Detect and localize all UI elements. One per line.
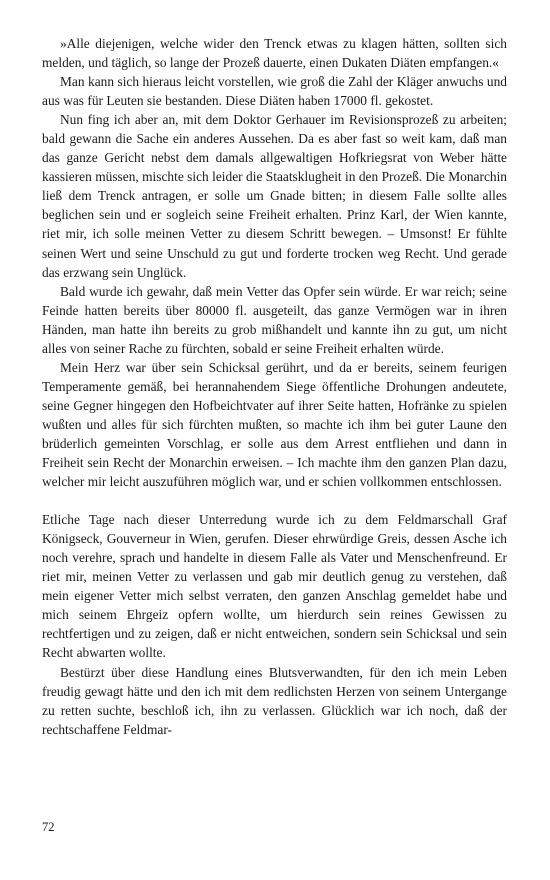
paragraph: Mein Herz war über sein Schicksal gerührt, und da er bereits, seinem feurigen Temperamente gemäß, bei herannahendem Siege öffentliche Drohungen andeutete, seine Gegner hingegen den Hofbeichtvater auf ihrer Seite hatten, Hofränke zu spielen wußten und alles für sich fürchten mußten, so machte ich ihm bei guter Laune den brüderlich gemeinten Vorschlag, er solle aus dem Arrest entfliehen und dann in Freiheit sein Recht der Monarchin erweisen. – Ich machte ihm den ganzen Plan dazu, welcher mir leicht auszuführen möglich war, und er schien vollkommen entschlossen. bbox=[42, 359, 507, 490]
paragraph: Man kann sich hieraus leicht vorstellen, wie groß die Zahl der Kläger anwuchs und aus was für Leuten sie bestanden. Diese Diäten haben 17000 fl. gekostet. bbox=[42, 74, 507, 109]
paragraph: Nun fing ich aber an, mit dem Doktor Gerhauer im Revisionsprozeß zu arbeiten; bald gewann die Sache ein anderes Aussehen. Da es aber fast so weit kam, daß man das ganze Gericht nebst dem damals allgewaltigen Hofkriegsrat von Weber hätte kassieren müssen, mischte sich leider die Staatsklugheit in den Prozeß. Die Monarchin ließ dem Trenck antragen, er solle um Gnade bitten; in diesem Falle sollte alles beglichen sein und er sogleich seine Freiheit erhalten. Prinz Karl, der Wien kannte, riet mir, ich solle meinen Vetter zu diesem Schritt bewegen. – Umsonst! Er fühlte seinen Wert und seine Unschuld zu gut und forderte trocken weg Recht. Und gerade das erzwang sein Unglück. bbox=[42, 112, 507, 280]
paragraph: Bald wurde ich gewahr, daß mein Vetter das Opfer sein würde. Er war reich; seine Feinde hatten bereits über 80000 fl. ausgeteilt, das ganze Vermögen war in ihren Händen, man hatte ihn bereits zu grob mißhandelt und kannte ihn zu gut, um nicht alles von seiner Rache zu fürchten, sobald er seine Freiheit erhalten würde. bbox=[42, 283, 507, 356]
page-number: 72 bbox=[42, 820, 55, 834]
page-body bbox=[42, 34, 507, 739]
text-section-2 bbox=[42, 510, 507, 739]
paragraph: »Alle diejenigen, welche wider den Trenck etwas zu klagen hätten, sollten sich melden, und täglich, so lange der Prozeß dauerte, einen Dukaten Diäten empfangen.« bbox=[42, 36, 507, 71]
paragraph: Bestürzt über diese Handlung eines Blutsverwandten, für den ich mein Leben freudig gewagt hätte und den ich mit dem redlichsten Herzen von seinem Untergange zu retten suchte, beschloß ich, ihn zu verlassen. Glücklich war ich noch, daß der rechtschaffene Feldmar- bbox=[42, 664, 507, 737]
paragraph: Etliche Tage nach dieser Unterredung wurde ich zu dem Feldmarschall Graf Königseck, Gouverneur in Wien, gerufen. Dieser ehrwürdige Greis, dessen Asche ich noch verehre, sprach und handelte in diesem Falle als Vater und Menschenfreund. Er riet mir, meinen Vetter zu verlassen und gab mir deutlich genug zu verstehen, daß mein eigener Vetter mich selbst verraten, den ganzen Anschlag gemeldet habe und mich seinem Ehrgeiz opfern wollte, um hierdurch sein reines Gewissen zu rechtfertigen und zu zeigen, daß er nicht entweichen, sondern sein Schicksal und sein Recht abwarten wollte. bbox=[42, 512, 507, 661]
text-section-1 bbox=[42, 34, 507, 491]
